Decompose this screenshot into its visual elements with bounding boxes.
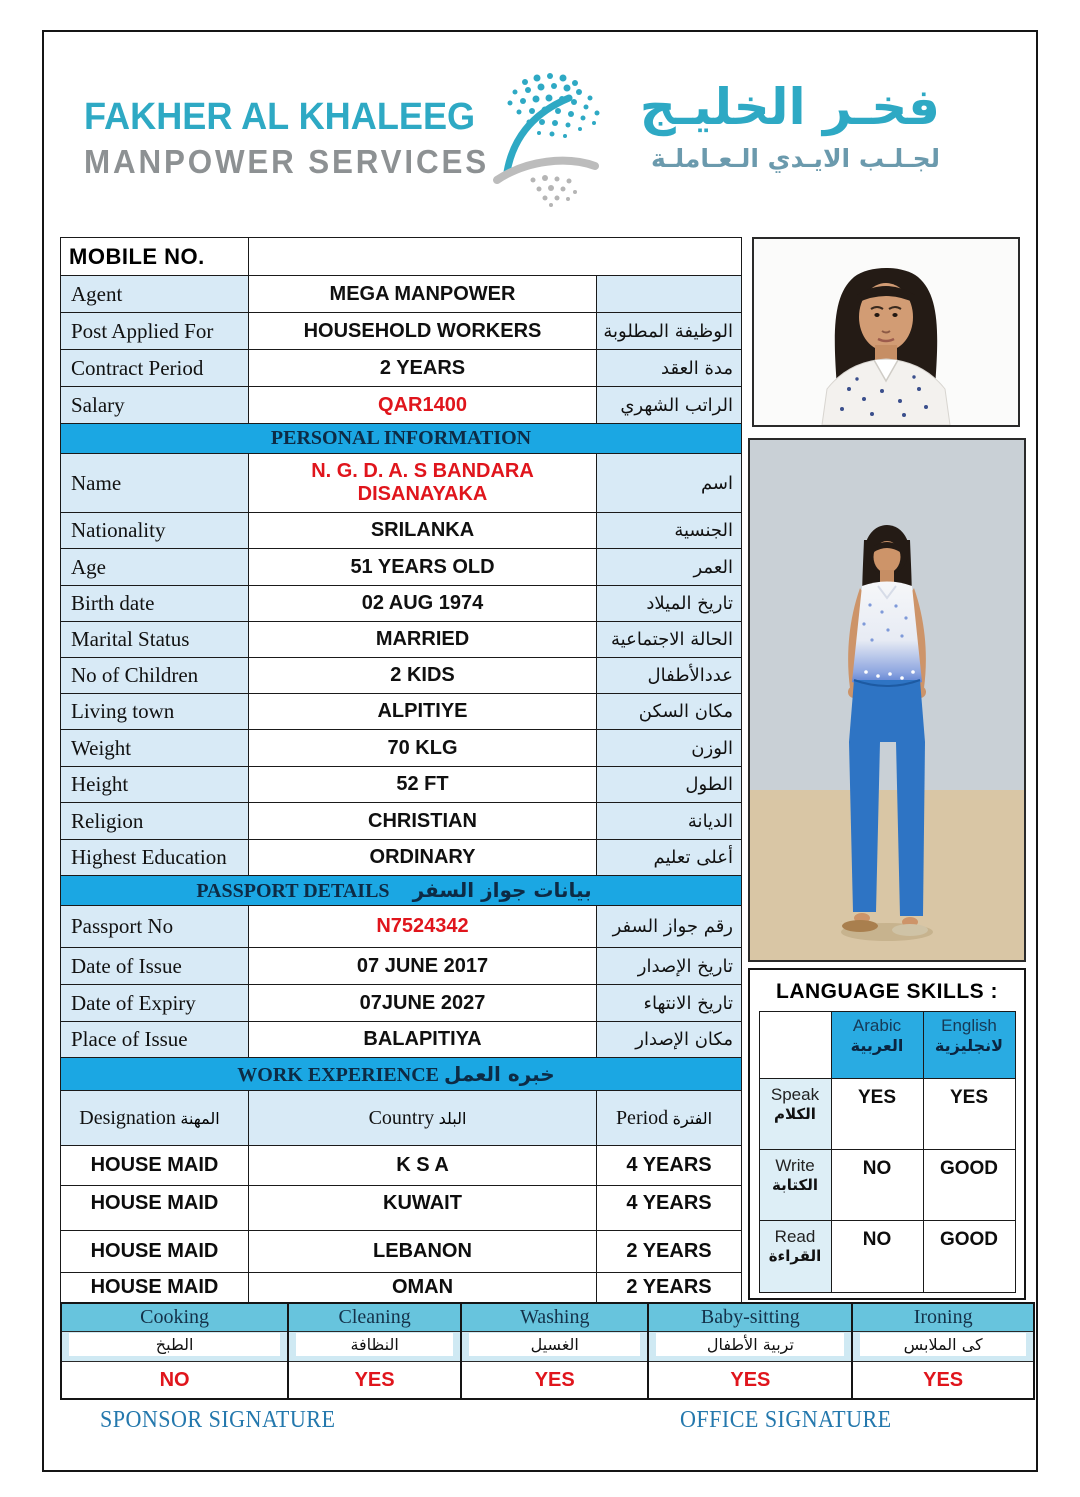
passport-section-title <box>61 876 742 906</box>
birthdate-label-ar: تاريخ الميلاد <box>597 586 742 622</box>
agent-label-ar <box>597 276 742 313</box>
ironing-label-ar: كى الملابس <box>860 1333 1026 1356</box>
section-band <box>61 1058 742 1091</box>
speak-row-header <box>759 1079 831 1150</box>
section-band <box>61 424 742 454</box>
work-designation: HOUSE MAID <box>61 1273 249 1303</box>
brand-tagline: MANPOWER SERVICES <box>84 143 489 180</box>
period-header-en: Period <box>615 1106 669 1129</box>
language-row <box>759 1079 1015 1150</box>
arabic-header-ar: العربية <box>850 1036 904 1055</box>
speak-label-en: Speak <box>770 1085 820 1104</box>
babysitting-label: Baby-sitting <box>649 1304 851 1332</box>
children-value: 2 KIDS <box>249 658 597 694</box>
brand-name-arabic: فخـر الخليـج <box>639 78 940 136</box>
height-value: 52 FT <box>249 767 597 803</box>
table-row <box>61 658 742 694</box>
table-row <box>61 840 742 876</box>
table-row <box>61 549 742 586</box>
work-country: LEBANON <box>249 1231 597 1273</box>
arabic-column-header <box>831 1012 923 1079</box>
country-header-ar: البلد <box>438 1108 467 1128</box>
table-row <box>61 985 742 1022</box>
expiry-date-value: 07JUNE 2027 <box>249 985 597 1022</box>
work-period: 2 YEARS <box>597 1273 742 1303</box>
washing-label-ar-row <box>462 1332 647 1362</box>
education-value: ORDINARY <box>249 840 597 876</box>
designation-column-header <box>61 1091 249 1146</box>
cleaning-label-ar: النظافة <box>296 1333 453 1356</box>
skill-cooking <box>62 1304 289 1398</box>
nationality-value: SRILANKA <box>249 513 597 549</box>
post-value: HOUSEHOLD WORKERS <box>249 313 597 350</box>
washing-label-ar: الغسيل <box>469 1333 640 1356</box>
nationality-label-ar: الجنسية <box>597 513 742 549</box>
work-section-title-en: WORK EXPERIENCE <box>237 1063 439 1086</box>
birthdate-value: 02 AUG 1974 <box>249 586 597 622</box>
work-row <box>61 1146 742 1186</box>
period-header-ar: الفترة <box>672 1108 713 1128</box>
read-english-value: GOOD <box>923 1221 1015 1293</box>
work-period: 4 YEARS <box>597 1146 742 1186</box>
work-designation: HOUSE MAID <box>61 1231 249 1273</box>
speak-english-value: YES <box>923 1079 1015 1150</box>
brand-wordmark-en <box>84 96 510 181</box>
work-designation: HOUSE MAID <box>61 1146 249 1186</box>
contract-label-ar: مدة العقد <box>597 350 742 387</box>
office-signature-label: OFFICE SIGNATURE <box>680 1407 892 1433</box>
post-label-ar: الوظيفة المطلوبة <box>597 313 742 350</box>
read-row-header <box>759 1221 831 1293</box>
weight-label-ar: الوزن <box>597 730 742 767</box>
table-row <box>61 454 742 513</box>
write-english-value: GOOD <box>923 1150 1015 1221</box>
living-town-label: Living town <box>61 694 249 730</box>
issue-place-label: Place of Issue <box>61 1022 249 1058</box>
contract-value: 2 YEARS <box>249 350 597 387</box>
living-town-value: ALPITIYE <box>249 694 597 730</box>
issue-date-label-ar: تاريخ الإصدار <box>597 948 742 985</box>
speak-label-ar: الكلام <box>774 1105 816 1123</box>
religion-value: CHRISTIAN <box>249 803 597 840</box>
cooking-label-ar: الطبخ <box>69 1333 280 1356</box>
name-line1: N. G. D. A. S BANDARA <box>311 460 534 482</box>
work-row <box>61 1273 742 1303</box>
issue-date-value: 07 JUNE 2017 <box>249 948 597 985</box>
table-row <box>61 1022 742 1058</box>
speak-arabic-value: YES <box>831 1079 923 1150</box>
work-experience-section-title <box>61 1058 742 1091</box>
babysitting-label-ar-row <box>649 1332 851 1362</box>
language-row <box>759 1221 1015 1293</box>
cleaning-value: YES <box>354 1368 395 1391</box>
read-label-ar: القراءة <box>768 1247 822 1265</box>
table-row <box>61 238 742 276</box>
english-header-en: English <box>941 1016 997 1035</box>
brand-wordmark-ar <box>610 78 940 173</box>
company-logo-dots-icon <box>455 68 625 208</box>
brand-tagline-arabic: لجـلـب الايـدي الـعـاملـة <box>651 144 940 173</box>
table-row <box>61 276 742 313</box>
table-row <box>61 730 742 767</box>
education-label-ar: أعلى تعليم <box>597 840 742 876</box>
ironing-label-ar-row <box>853 1332 1033 1362</box>
ironing-value: YES <box>923 1368 964 1391</box>
children-label-ar: عددالأطفال <box>597 658 742 694</box>
education-label: Highest Education <box>61 840 249 876</box>
language-skills-title: LANGUAGE SKILLS : <box>776 980 998 1003</box>
agent-label: Agent <box>61 276 249 313</box>
table-row <box>61 906 742 948</box>
height-label-ar: الطول <box>597 767 742 803</box>
table-row <box>61 694 742 730</box>
religion-label-ar: الديانة <box>597 803 742 840</box>
table-row <box>61 767 742 803</box>
passport-headshot-photo <box>752 237 1020 427</box>
table-row <box>61 513 742 549</box>
brand-name: FAKHER AL KHALEEG <box>84 96 476 138</box>
agent-value: MEGA MANPOWER <box>249 276 597 313</box>
work-designation: HOUSE MAID <box>61 1186 249 1231</box>
write-row-header <box>759 1150 831 1221</box>
write-arabic-value: NO <box>831 1150 923 1221</box>
work-country: OMAN <box>249 1273 597 1303</box>
section-band <box>61 876 742 906</box>
height-label: Height <box>61 767 249 803</box>
name-label-ar: اسم <box>597 454 742 513</box>
cleaning-label-ar-row <box>289 1332 460 1362</box>
work-period: 2 YEARS <box>597 1231 742 1273</box>
passport-no-label-ar: رقم جواز السفر <box>597 906 742 948</box>
salary-value: QAR1400 <box>249 387 597 424</box>
babysitting-label-ar: تربية الأطفال <box>656 1333 844 1356</box>
sponsor-signature-label: SPONSOR SIGNATURE <box>100 1407 336 1433</box>
ironing-label: Ironing <box>853 1304 1033 1332</box>
work-row <box>61 1231 742 1273</box>
washing-value: YES <box>534 1368 575 1391</box>
expiry-date-label-ar: تاريخ الانتهاء <box>597 985 742 1022</box>
language-skills-table <box>759 1011 1016 1293</box>
children-label: No of Children <box>61 658 249 694</box>
language-row <box>759 1150 1015 1221</box>
work-section-title-ar: خبره العمل <box>444 1061 555 1086</box>
language-table-corner-cell <box>759 1012 831 1079</box>
table-row <box>61 586 742 622</box>
country-header-en: Country <box>368 1106 435 1129</box>
age-label-ar: العمر <box>597 549 742 586</box>
work-country: K S A <box>249 1146 597 1186</box>
living-town-label-ar: مكان السكن <box>597 694 742 730</box>
cooking-label: Cooking <box>62 1304 287 1332</box>
passport-no-value: N7524342 <box>249 906 597 948</box>
salary-label-ar: الراتب الشهري <box>597 387 742 424</box>
birthdate-label: Birth date <box>61 586 249 622</box>
weight-value: 70 KLG <box>249 730 597 767</box>
country-column-header <box>249 1091 597 1146</box>
issue-date-label: Date of Issue <box>61 948 249 985</box>
issue-place-label-ar: مكان الإصدار <box>597 1022 742 1058</box>
table-row <box>61 803 742 840</box>
table-row <box>61 387 742 424</box>
post-label: Post Applied For <box>61 313 249 350</box>
marital-label-ar: الحالة الاجتماعية <box>597 622 742 658</box>
passport-section-title-en: PASSPORT DETAILS <box>196 880 390 902</box>
weight-label: Weight <box>61 730 249 767</box>
cooking-label-ar-row <box>62 1332 287 1362</box>
write-label-en: Write <box>775 1156 815 1175</box>
skill-cleaning <box>289 1304 462 1398</box>
passport-section-title-ar: بيانات جواز السفر <box>412 878 592 902</box>
babysitting-value: YES <box>730 1368 771 1391</box>
name-line2: DISANAYAKA <box>357 483 488 505</box>
arabic-header-en: Arabic <box>852 1016 902 1035</box>
table-row <box>61 350 742 387</box>
name-label: Name <box>61 454 249 513</box>
age-label: Age <box>61 549 249 586</box>
personal-info-section-title: PERSONAL INFORMATION <box>61 424 742 454</box>
issue-place-value: BALAPITIYA <box>249 1022 597 1058</box>
skill-babysitting <box>649 1304 853 1398</box>
table-row <box>61 313 742 350</box>
marital-label: Marital Status <box>61 622 249 658</box>
skill-ironing <box>853 1304 1033 1398</box>
period-column-header <box>597 1091 742 1146</box>
expiry-date-label: Date of Expiry <box>61 985 249 1022</box>
skill-washing <box>462 1304 649 1398</box>
age-value: 51 YEARS OLD <box>249 549 597 586</box>
designation-header-en: Designation <box>79 1106 176 1129</box>
marital-value: MARRIED <box>249 622 597 658</box>
work-row <box>61 1186 742 1231</box>
work-table-header-row <box>61 1091 742 1146</box>
table-row <box>61 622 742 658</box>
work-period: 4 YEARS <box>597 1186 742 1231</box>
cleaning-label: Cleaning <box>289 1304 460 1332</box>
read-label-en: Read <box>774 1227 816 1246</box>
full-body-photo <box>748 438 1026 962</box>
nationality-label: Nationality <box>61 513 249 549</box>
read-arabic-value: NO <box>831 1221 923 1293</box>
write-label-ar: الكتابة <box>772 1176 818 1194</box>
english-header-ar: لانجليزية <box>934 1036 1004 1055</box>
passport-no-label: Passport No <box>61 906 249 948</box>
name-value <box>249 454 597 513</box>
household-skills-strip <box>60 1302 1035 1400</box>
designation-header-ar: المهنة <box>180 1108 220 1128</box>
religion-label: Religion <box>61 803 249 840</box>
english-column-header <box>923 1012 1015 1079</box>
contract-label: Contract Period <box>61 350 249 387</box>
cooking-value: NO <box>159 1368 190 1391</box>
washing-label: Washing <box>462 1304 647 1332</box>
mobile-no-value <box>249 238 742 276</box>
work-country: KUWAIT <box>249 1186 597 1231</box>
language-skills-panel <box>748 968 1026 1300</box>
mobile-no-label: MOBILE NO. <box>61 238 249 276</box>
table-row <box>61 948 742 985</box>
salary-label: Salary <box>61 387 249 424</box>
candidate-info-table <box>60 237 742 1303</box>
